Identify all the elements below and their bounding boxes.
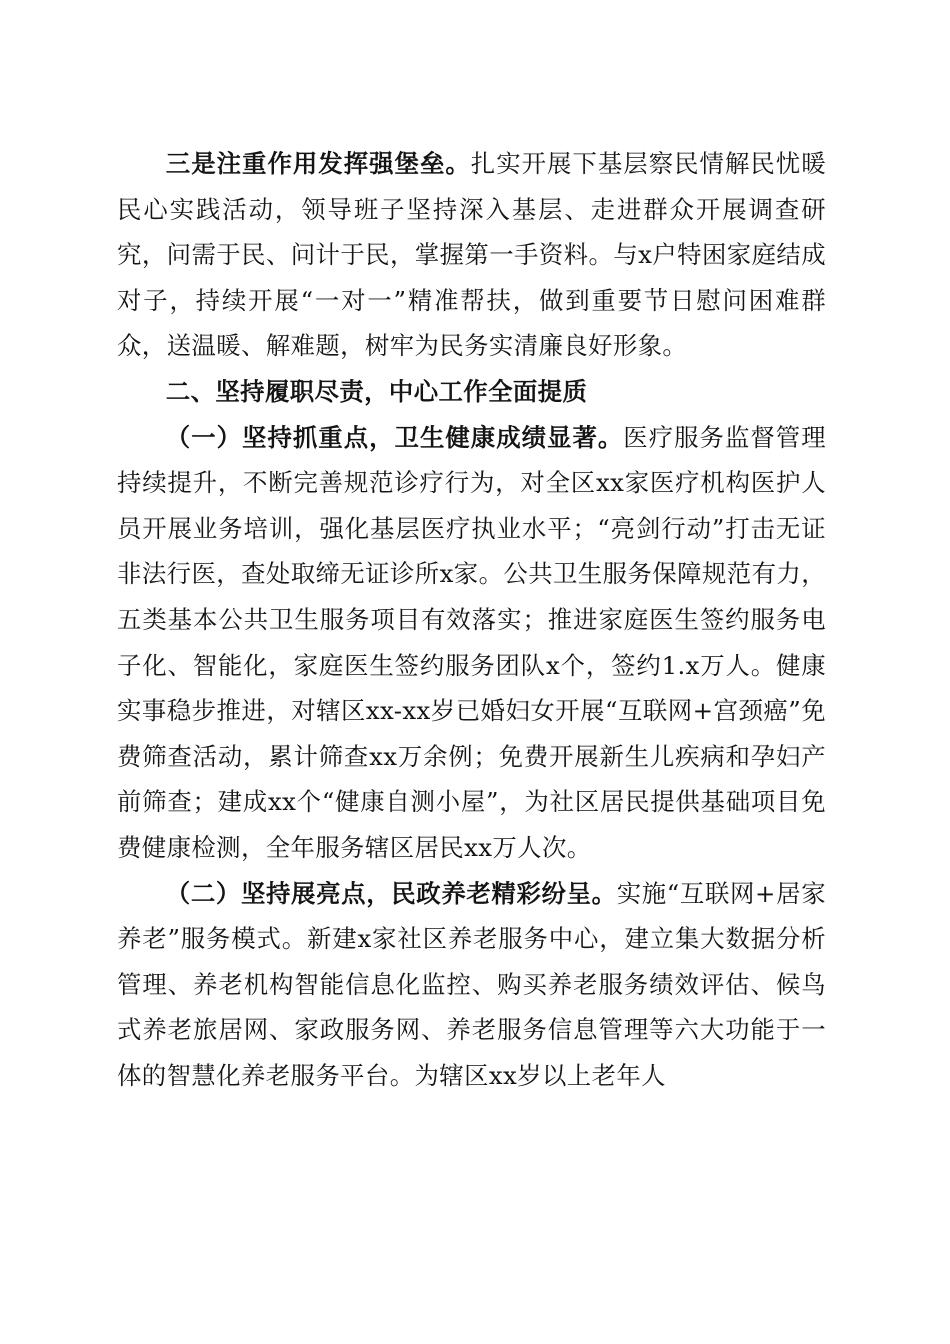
paragraph-text: 实施“互联网+居家养老”服务模式。新建x家社区养老服务中心，建立集大数据分析管理、养老机构智能信息化监控、购买养老服务绩效评估、候鸟式养老旅居网、家政服务网、养老服务信息管理等六大功能于一体的智慧化养老服务平台。为辖区xx岁以上老年人 xyxy=(117,878,826,1090)
paragraph-lead: （二）坚持展亮点，民政养老精彩纷呈。 xyxy=(165,878,617,908)
section-heading: 二、坚持履职尽责，中心工作全面提质 xyxy=(165,376,588,406)
paragraph-text: 医疗服务监督管理持续提升，不断完善规范诊疗行为，对全区xx家医疗机构医护人员开展业务培训，强化基层医疗执业水平；“亮剑行动”打击无证非法行医，查处取缔无证诊所x家。公共卫生服务保障规范有力，五类基本公共卫生服务项目有效落实；推进家庭医生签约服务电子化、智能化，家庭医生签约服务团队x个，签约1.x万人。健康实事稳步推进，对辖区xx-xx岁已婚妇女开展“互联网+宫颈癌”免费筛查活动，累计筛查xx万余例；免费开展新生儿疾病和孕妇产前筛查；建成xx个“健康自测小屋”，为社区居民提供基础项目免费健康检测，全年服务辖区居民xx万人次。 xyxy=(117,422,827,862)
paragraph-elderly-care xyxy=(117,871,826,1099)
paragraph-strong-fortress xyxy=(117,141,826,369)
paragraph-text: 扎实开展下基层察民情解民忧暖民心实践活动，领导班子坚持深入基层、走进群众开展调查研究，问需于民、问计于民，掌握第一手资料。与x户特困家庭结成对子，持续开展“一对一”精准帮扶，做到重要节日慰问困难群众，送温暖、解难题，树牢为民务实清廉良好形象。 xyxy=(117,149,826,361)
document-body xyxy=(117,141,826,1098)
paragraph-lead: 三是注重作用发挥强堡垒。 xyxy=(165,149,471,178)
paragraph-health xyxy=(117,415,826,871)
paragraph-lead: （一）坚持抓重点，卫生健康成绩显著。 xyxy=(165,422,624,452)
